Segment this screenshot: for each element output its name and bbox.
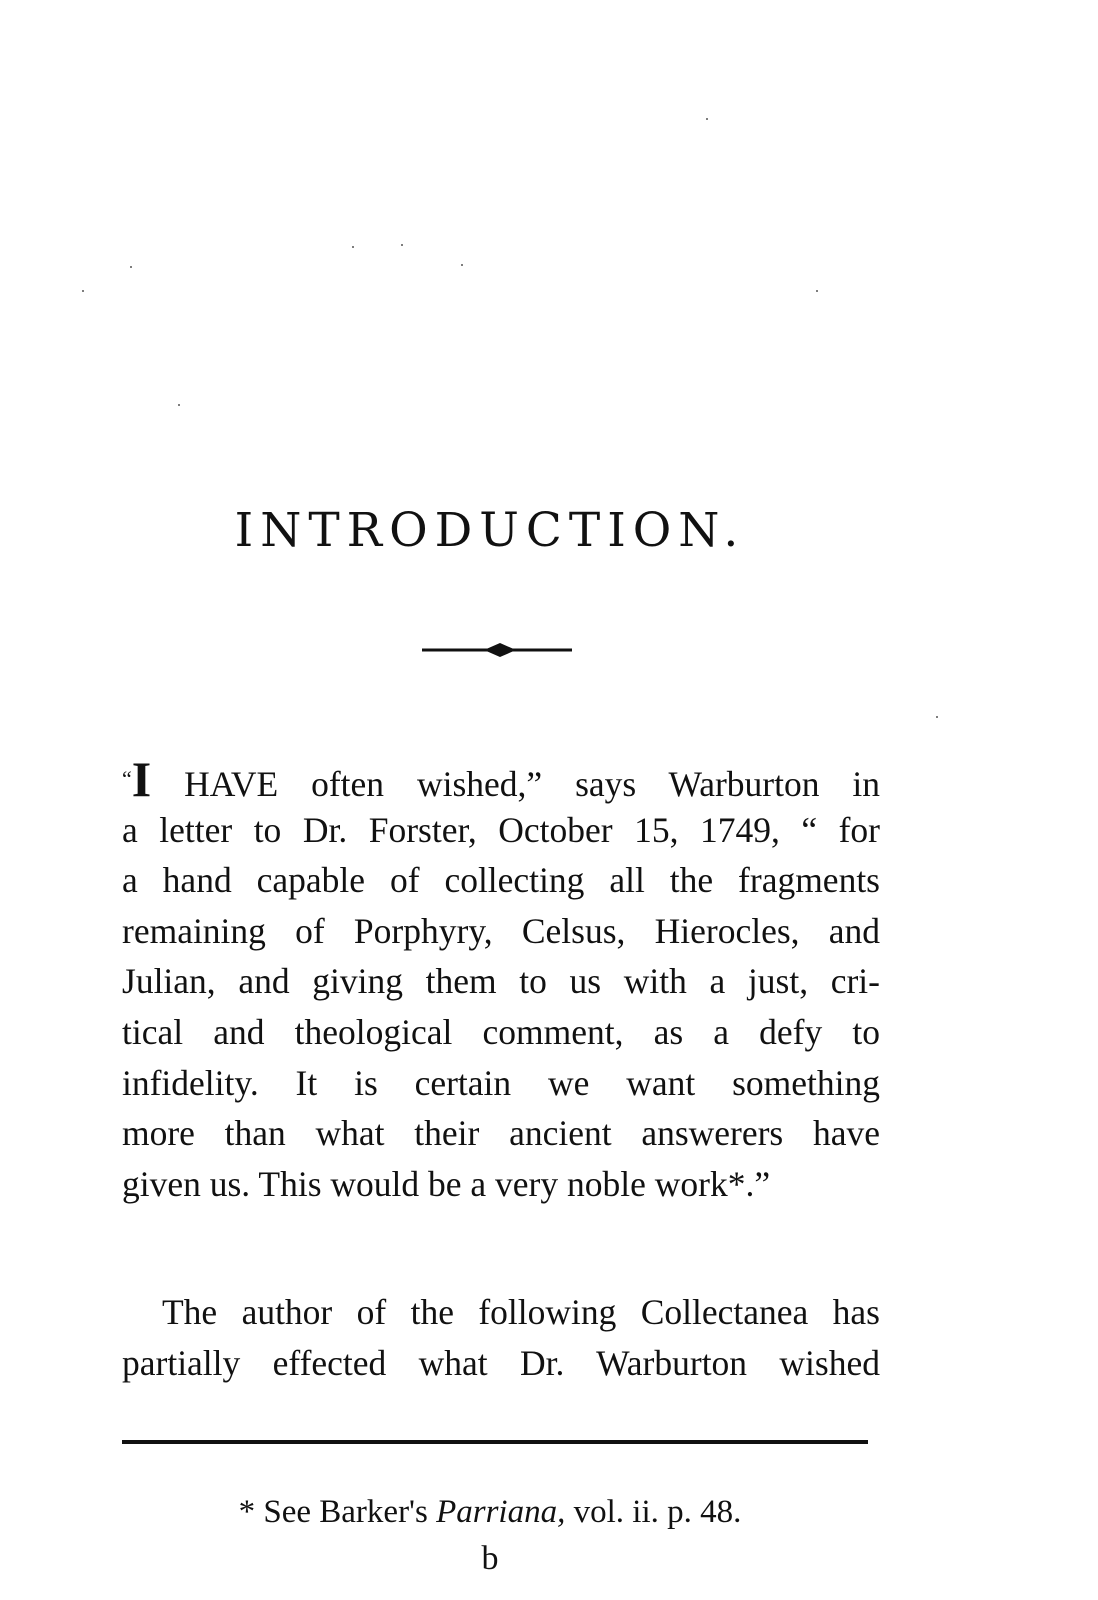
- speck: [82, 290, 84, 292]
- drop-cap: I: [131, 751, 152, 807]
- footnote-rule: [122, 1440, 868, 1444]
- text-line: remaining of Porphyry, Celsus, Hierocles, and: [122, 910, 880, 951]
- speck: [401, 244, 403, 246]
- footnote-title: Parriana,: [436, 1494, 566, 1530]
- ornament-rule-icon: [422, 640, 572, 660]
- footnote-prefix: See Barker's: [255, 1494, 437, 1530]
- text-line: partially effected what Dr. Warburton wished: [122, 1342, 880, 1383]
- footnote: [0, 1494, 980, 1531]
- speck: [816, 290, 818, 292]
- footnote-marker: *: [238, 1494, 256, 1530]
- text-line: Julian, and giving them to us with a just, cri-: [122, 961, 880, 1002]
- speck: [936, 716, 938, 718]
- text-line: more than what their ancient answerers have: [122, 1113, 880, 1154]
- text-line: tical and theological comment, as a defy to: [122, 1011, 880, 1052]
- text-line: The author of the following Collectanea has: [162, 1292, 880, 1332]
- page-title: INTRODUCTION.: [234, 503, 746, 559]
- open-quote: “: [122, 766, 132, 791]
- speck: [706, 118, 708, 120]
- paragraph-2: [122, 1287, 880, 1388]
- speck: [178, 404, 180, 406]
- paragraph-1: [122, 751, 880, 1209]
- text-line: a hand capable of collecting all the fragments: [122, 860, 880, 901]
- footnote-suffix: vol. ii. p. 48.: [565, 1494, 742, 1530]
- text-line: infidelity. It is certain we want something: [122, 1062, 880, 1103]
- speck: [461, 264, 463, 266]
- text-line: given us. This would be a very noble work*.”: [122, 1163, 771, 1204]
- text-line: [122, 751, 880, 807]
- speck: [352, 246, 354, 248]
- signature-mark: b: [481, 1540, 499, 1577]
- text-line: a letter to Dr. Forster, October 15, 1749, “ for: [122, 809, 880, 850]
- line-text: HAVE often wished,” says Warburton in: [151, 764, 880, 804]
- speck: [130, 266, 132, 268]
